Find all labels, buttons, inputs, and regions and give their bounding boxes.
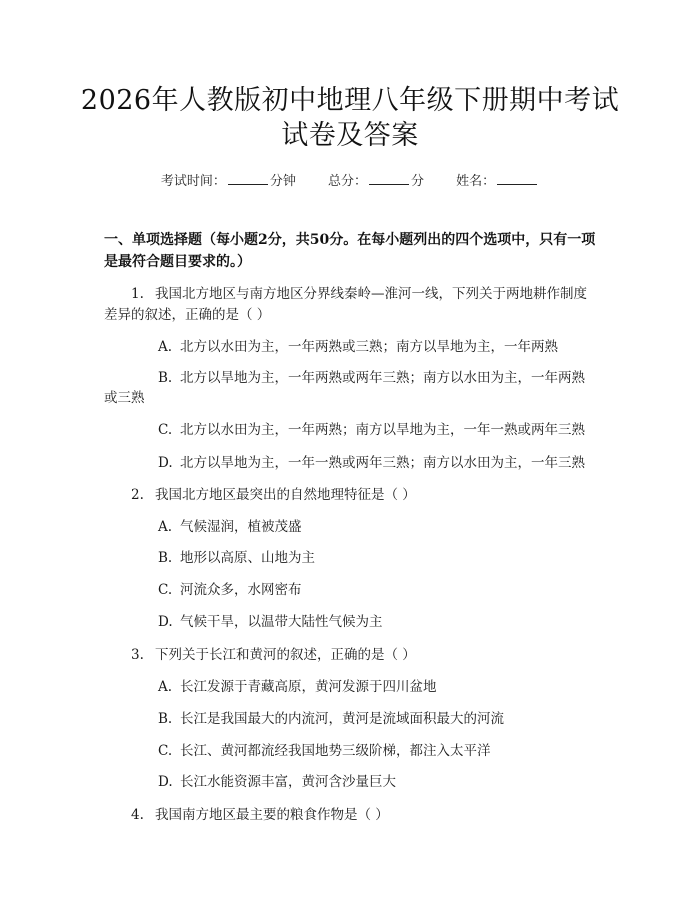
question-1-stem-continued: 差异的叙述，正确的是（ ）: [104, 307, 271, 323]
question-number: 3.: [131, 647, 144, 663]
option-text: 长江、黄河都流经我国地势三级阶梯，都注入太平洋: [180, 743, 491, 759]
question-stem-text: 下列关于长江和黄河的叙述，正确的是（ ）: [155, 647, 416, 663]
option-letter: B.: [158, 711, 173, 727]
section-heading-single-choice: 一、单项选择题（每小题2分，共50分。在每小题列出的四个选项中，只有一项是最符合题目要求的。）: [104, 232, 596, 270]
option-letter: B.: [158, 550, 173, 566]
question-1-option-b-continued: 或三熟: [104, 390, 145, 406]
exam-time-unit: 分钟: [269, 174, 296, 189]
question-number: 1.: [131, 286, 144, 302]
total-score-label: 总分：: [327, 174, 367, 189]
question-1-option-c: [158, 418, 585, 438]
exam-info-row: [0, 170, 700, 189]
option-letter: A.: [158, 339, 173, 355]
student-name-label: 姓名：: [456, 174, 496, 189]
option-text: 北方以旱地为主，一年一熟或两年三熟；南方以水田为主，一年三熟: [180, 455, 585, 471]
question-1-option-a: [158, 335, 558, 355]
option-text: 河流众多，水网密布: [180, 582, 302, 598]
question-4-stem: [131, 803, 389, 823]
option-text: 气候湿润，植被茂盛: [180, 519, 302, 535]
option-letter: A.: [158, 679, 173, 695]
option-text: 地形以高原、山地为主: [180, 550, 315, 566]
question-3-option-a: [158, 675, 437, 695]
question-stem-text: 我国南方地区最主要的粮食作物是（ ）: [155, 807, 389, 823]
total-score-field: [328, 170, 424, 189]
question-3-option-d: [158, 770, 396, 790]
question-number: 2.: [131, 487, 144, 503]
option-letter: C.: [158, 422, 173, 438]
option-letter: C.: [158, 743, 173, 759]
option-text: 长江发源于青藏高原，黄河发源于四川盆地: [180, 679, 437, 695]
total-score-unit: 分: [411, 174, 425, 189]
option-letter: D.: [158, 774, 173, 790]
option-text: 气候干旱，以温带大陆性气候为主: [180, 614, 383, 630]
exam-title-line-2: 试卷及答案: [281, 120, 419, 151]
option-letter: D.: [158, 614, 173, 630]
option-letter: D.: [158, 455, 173, 471]
question-2-option-b: [158, 546, 315, 566]
student-name-blank: [497, 172, 537, 185]
question-2-option-a: [158, 515, 302, 535]
question-1-option-d: [158, 451, 585, 471]
option-text: 北方以水田为主，一年两熟或三熟；南方以旱地为主，一年两熟: [180, 339, 558, 355]
exam-time-label: 考试时间：: [160, 174, 226, 189]
question-3-stem: [131, 643, 416, 663]
question-1-stem: [131, 282, 587, 302]
question-number: 4.: [131, 807, 144, 823]
total-score-blank: [369, 172, 409, 185]
exam-title-line-1: 2026年人教版初中地理八年级下册期中考试: [80, 85, 620, 116]
option-text: 北方以旱地为主，一年两熟或两年三熟；南方以水田为主，一年两熟: [180, 370, 585, 386]
option-letter: C.: [158, 582, 173, 598]
question-3-option-c: [158, 739, 491, 759]
question-2-option-d: [158, 610, 383, 630]
option-text: 长江是我国最大的内流河，黄河是流域面积最大的河流: [180, 711, 504, 727]
exam-time-field: [161, 170, 296, 189]
question-3-option-b: [158, 707, 504, 727]
option-letter: B.: [158, 370, 173, 386]
option-letter: A.: [158, 519, 173, 535]
question-stem-text: 我国北方地区与南方地区分界线秦岭—淮河一线，下列关于两地耕作制度: [155, 286, 587, 302]
question-1-option-b: [158, 366, 585, 386]
question-stem-text: 我国北方地区最突出的自然地理特征是（ ）: [155, 487, 416, 503]
question-2-stem: [131, 483, 416, 503]
student-name-field: [456, 170, 539, 189]
question-2-option-c: [158, 578, 302, 598]
exam-time-blank: [228, 172, 268, 185]
option-text: 长江水能资源丰富，黄河含沙量巨大: [180, 774, 396, 790]
option-text: 北方以水田为主，一年两熟；南方以旱地为主，一年一熟或两年三熟: [180, 422, 585, 438]
